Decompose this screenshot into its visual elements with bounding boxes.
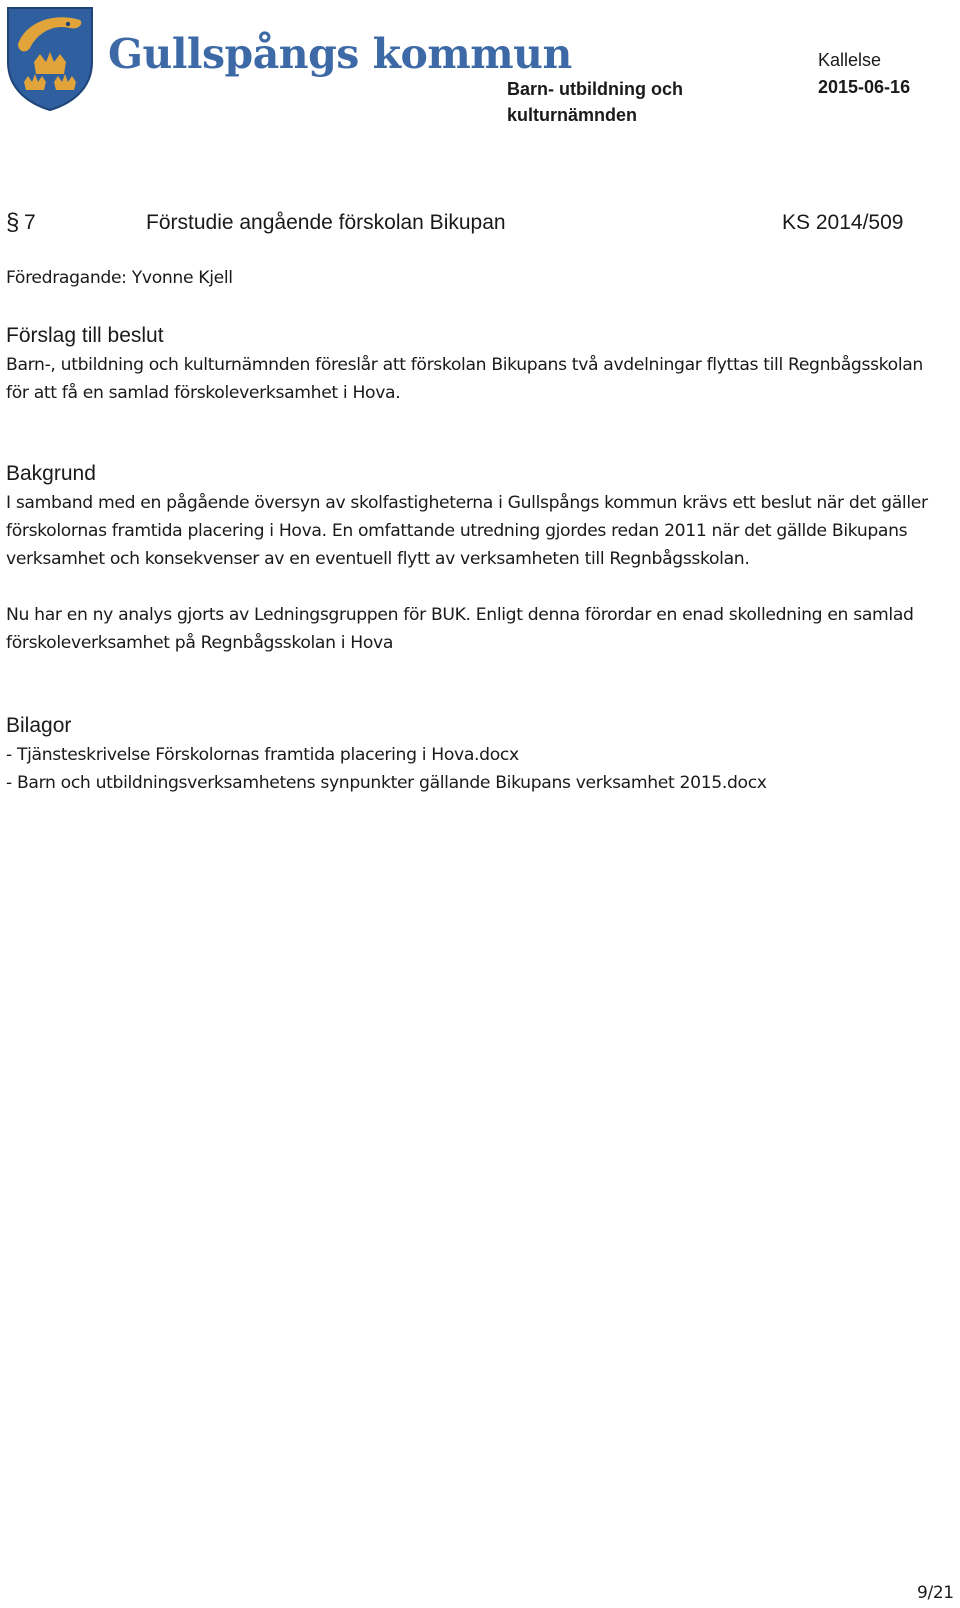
attachment-item[interactable]: - Tjänsteskrivelse Förskolornas framtida placering i Hova.docx [6, 745, 519, 765]
attachment-item[interactable]: - Barn och utbildningsverksamhetens synpunkter gällande Bikupans verksamhet 2015.docx [6, 773, 767, 793]
municipality-logo-text: Gullspångs kommun [108, 30, 572, 78]
section-symbol: § [6, 209, 20, 236]
background-paragraph-2: Nu har en ny analys gjorts av Ledningsgruppen för BUK. Enligt denna förordar en enad skolledning en samlad förskoleverksamhet på Regnbågsskolan i Hova [6, 605, 914, 653]
attachments-heading: Bilagor [6, 714, 72, 737]
presenter: Föredragande: Yvonne Kjell [6, 268, 233, 288]
page-number: 9/21 [917, 1583, 954, 1603]
section-number: 7 [24, 211, 36, 234]
background-heading: Bakgrund [6, 462, 96, 485]
proposal-text: Barn-, utbildning och kulturnämnden föreslår att förskolan Bikupans två avdelningar flyttas till Regnbågsskolan för att få en samlad förskoleverksamhet i Hova. [6, 355, 923, 403]
document-type: Kallelse [818, 50, 882, 70]
proposal-heading: Förslag till beslut [6, 324, 164, 347]
document-date: 2015-06-16 [818, 77, 911, 97]
attachments-list [6, 741, 767, 797]
municipality-coat-of-arms-icon [4, 4, 96, 112]
section-title: Förstudie angående förskolan Bikupan [146, 211, 506, 234]
background-paragraph-1: I samband med en pågående översyn av skolfastigheterna i Gullspångs kommun krävs ett beslut när det gäller förskolornas framtida placering i Hova. En omfattande utredning gjordes redan 2011 när det gällde Bikupans verksamhet och konsekvenser av en eventuell flytt av verksamheten till Regnbågsskolan. [6, 493, 928, 569]
case-reference: KS 2014/509 [782, 211, 904, 234]
department-name: Barn- utbildning och kulturnämnden [507, 79, 683, 125]
